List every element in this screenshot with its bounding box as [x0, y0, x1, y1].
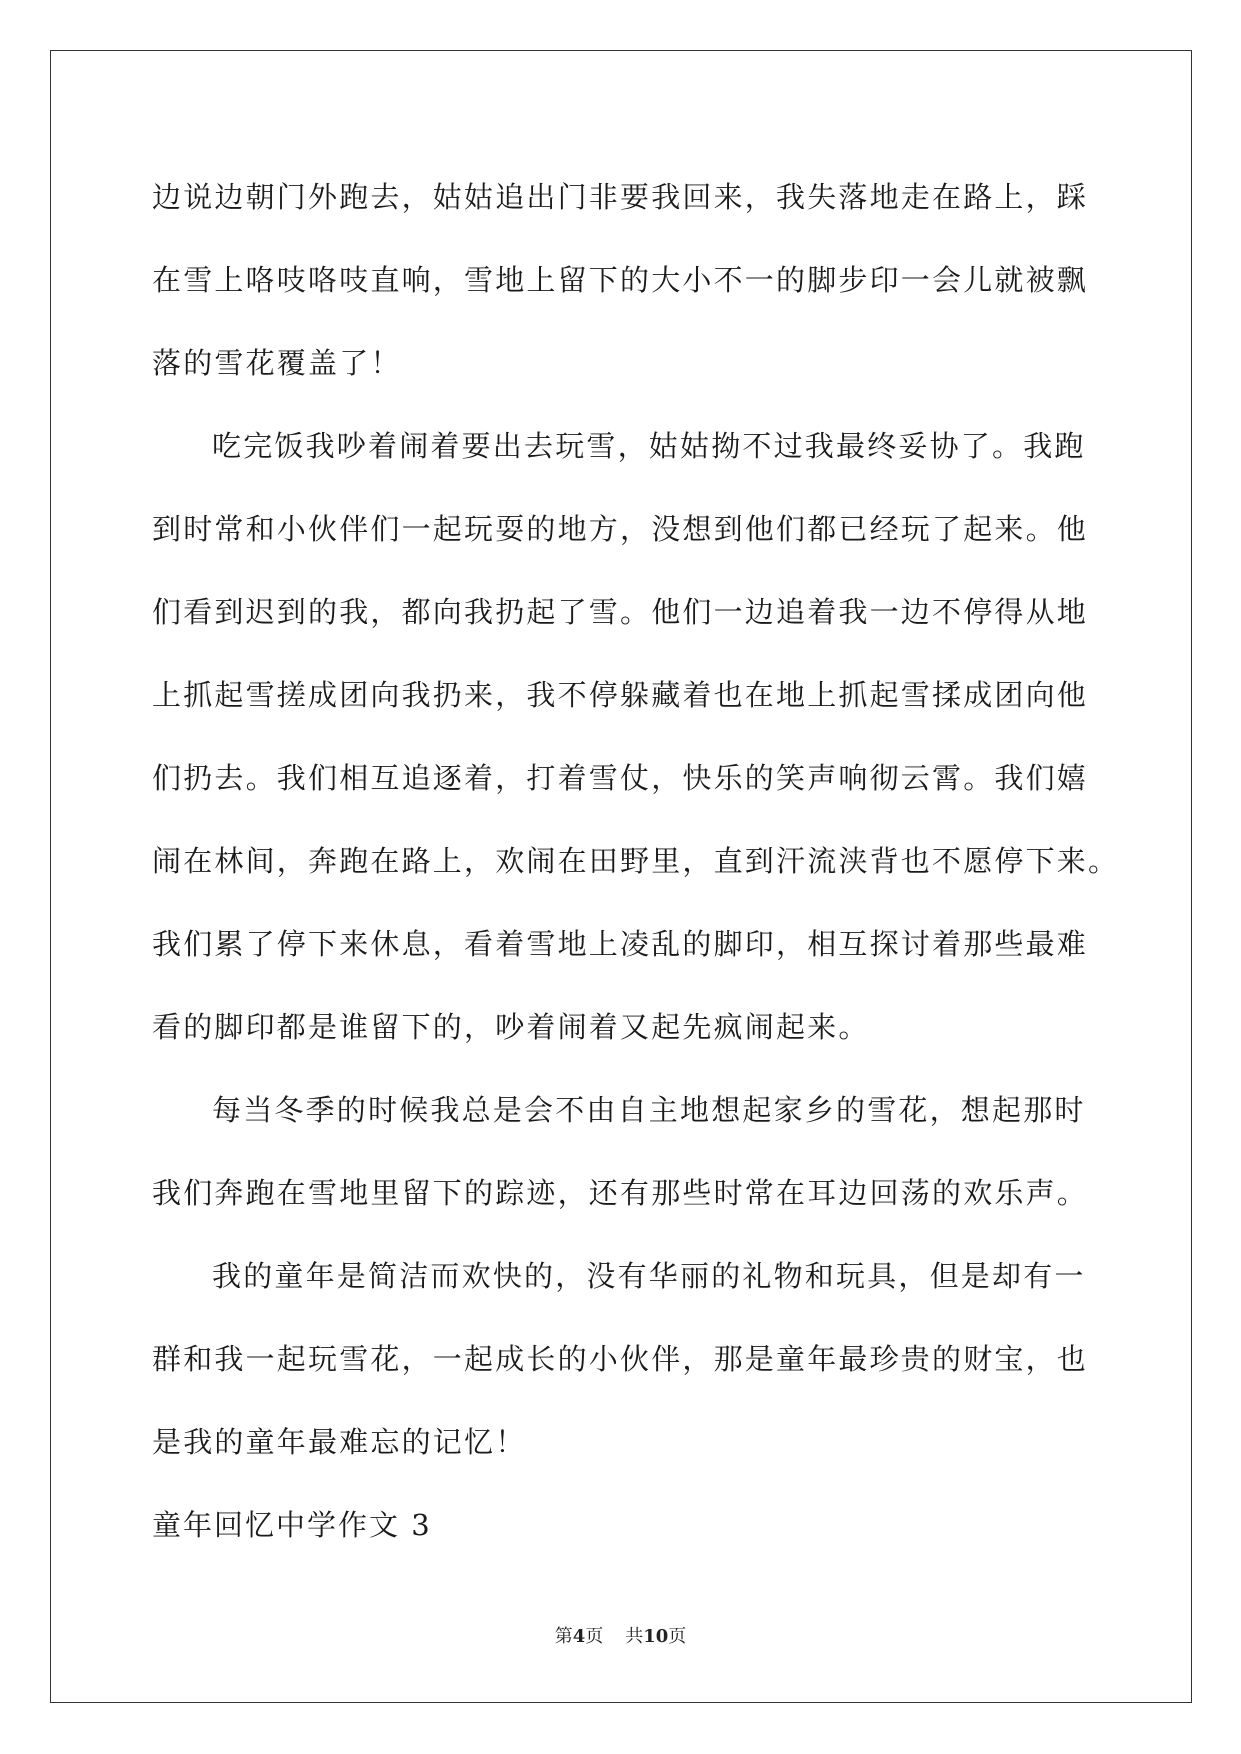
body-line: 闹在林间，奔跑在路上，欢闹在田野里，直到汗流浃背也不愿停下来。 [152, 844, 1120, 878]
body-line: 们扔去。我们相互追逐着，打着雪仗，快乐的笑声响彻云霄。我们嬉 [152, 761, 1089, 795]
section-heading: 童年回忆中学作文 3 [152, 1508, 432, 1542]
total-suffix: 页 [668, 1626, 687, 1647]
page-footer [0, 1622, 1241, 1648]
body-line: 在雪上咯吱咯吱直响，雪地上留下的大小不一的脚步印一会儿就被飘 [152, 263, 1089, 297]
page-prefix: 第 [554, 1626, 573, 1647]
body-line: 是我的童年最难忘的记忆！ [152, 1425, 527, 1459]
body-line: 们看到迟到的我，都向我扔起了雪。他们一边追着我一边不停得从地 [152, 595, 1089, 629]
body-line: 群和我一起玩雪花，一起成长的小伙伴，那是童年最珍贵的财宝，也 [152, 1342, 1089, 1376]
document-body [152, 156, 1120, 1567]
total-page-count: 10 [643, 1626, 669, 1647]
body-line: 看的脚印都是谁留下的，吵着闹着又起先疯闹起来。 [152, 1010, 870, 1044]
body-line: 我们奔跑在雪地里留下的踪迹，还有那些时常在耳边回荡的欢乐声。 [152, 1176, 1089, 1210]
paragraph-start-line: 每当冬季的时候我总是会不由自主地想起家乡的雪花，想起那时 [212, 1093, 1086, 1127]
body-line: 落的雪花覆盖了！ [152, 346, 402, 380]
paragraph-start-line: 我的童年是简洁而欢快的，没有华丽的礼物和玩具，但是却有一 [212, 1259, 1086, 1293]
paragraph-start-line: 吃完饭我吵着闹着要出去玩雪，姑姑拗不过我最终妥协了。我跑 [212, 429, 1086, 463]
total-prefix: 共 [625, 1626, 644, 1647]
current-page-number: 4 [572, 1626, 586, 1647]
page-suffix: 页 [585, 1626, 604, 1647]
body-line: 上抓起雪搓成团向我扔来，我不停躲藏着也在地上抓起雪揉成团向他 [152, 678, 1089, 712]
body-line: 边说边朝门外跑去，姑姑追出门非要我回来，我失落地走在路上，踩 [152, 180, 1089, 214]
body-line: 到时常和小伙伴们一起玩耍的地方，没想到他们都已经玩了起来。他 [152, 512, 1089, 546]
body-line: 我们累了停下来休息，看着雪地上凌乱的脚印，相互探讨着那些最难 [152, 927, 1089, 961]
